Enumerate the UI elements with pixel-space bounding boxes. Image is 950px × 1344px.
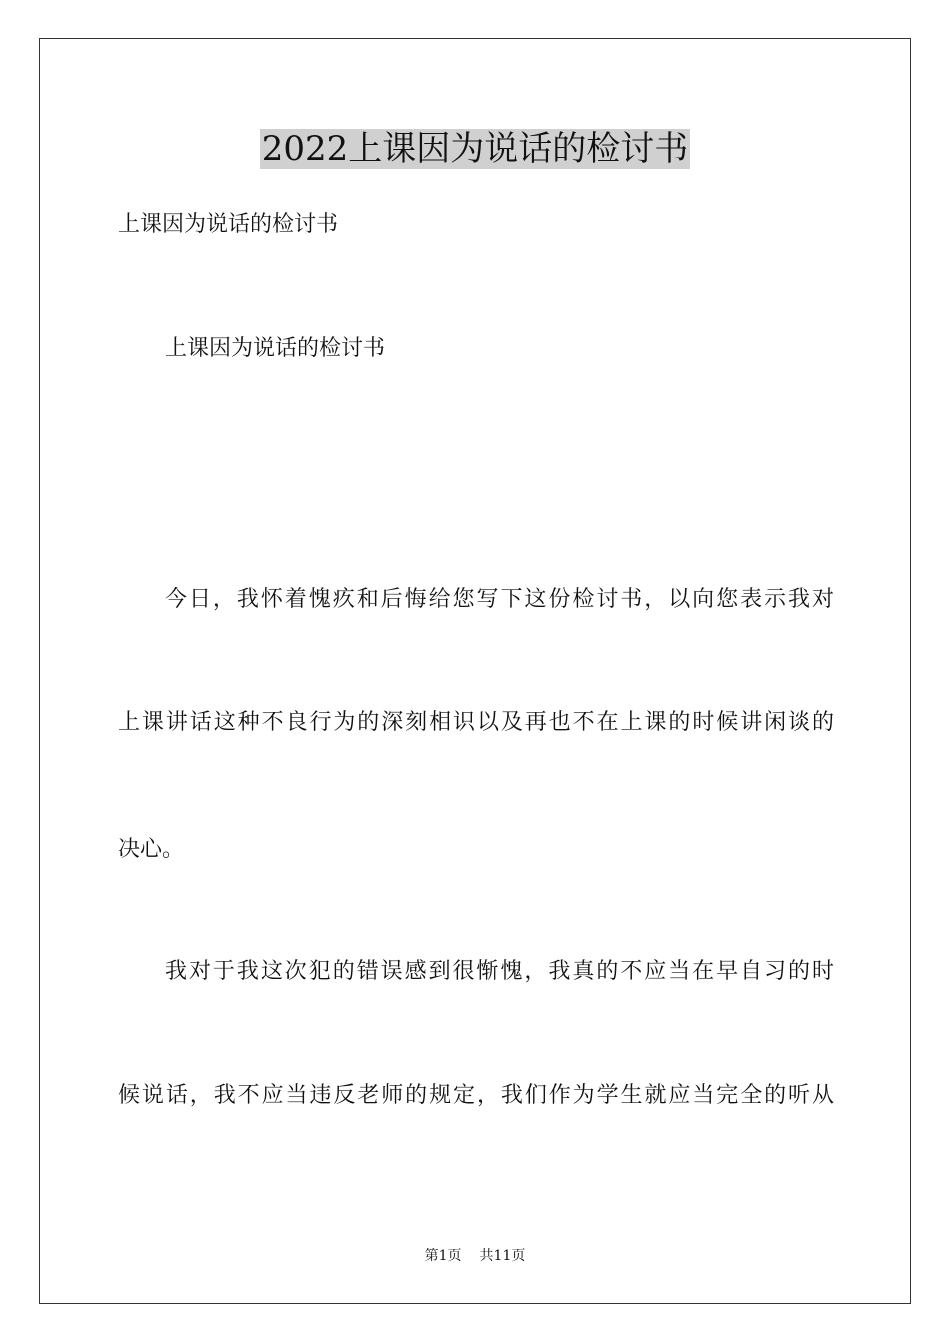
paragraph-1-line-2: 上课讲话这种不良行为的深刻相识以及再也不在上课的时候讲闲谈的 [118,710,834,735]
page-number: 第1页 [424,1248,462,1264]
document-title [0,127,950,171]
paragraph-1-line-3: 决心。 [118,837,185,862]
paragraph-1-line-1: 今日，我怀着愧疚和后悔给您写下这份检讨书，以向您表示我对 [165,587,834,612]
paragraph-2-line-2: 候说话，我不应当违反老师的规定，我们作为学生就应当完全的听从 [118,1083,834,1108]
indented-heading: 上课因为说话的检讨书 [165,336,386,361]
page-total: 共11页 [479,1248,526,1264]
paragraph-2-line-1: 我对于我这次犯的错误感到很惭愧，我真的不应当在早自习的时 [165,959,834,984]
document-title-text: 2022上课因为说话的检讨书 [261,129,689,169]
document-subtitle: 上课因为说话的检讨书 [118,212,339,237]
page-footer [0,1246,950,1266]
